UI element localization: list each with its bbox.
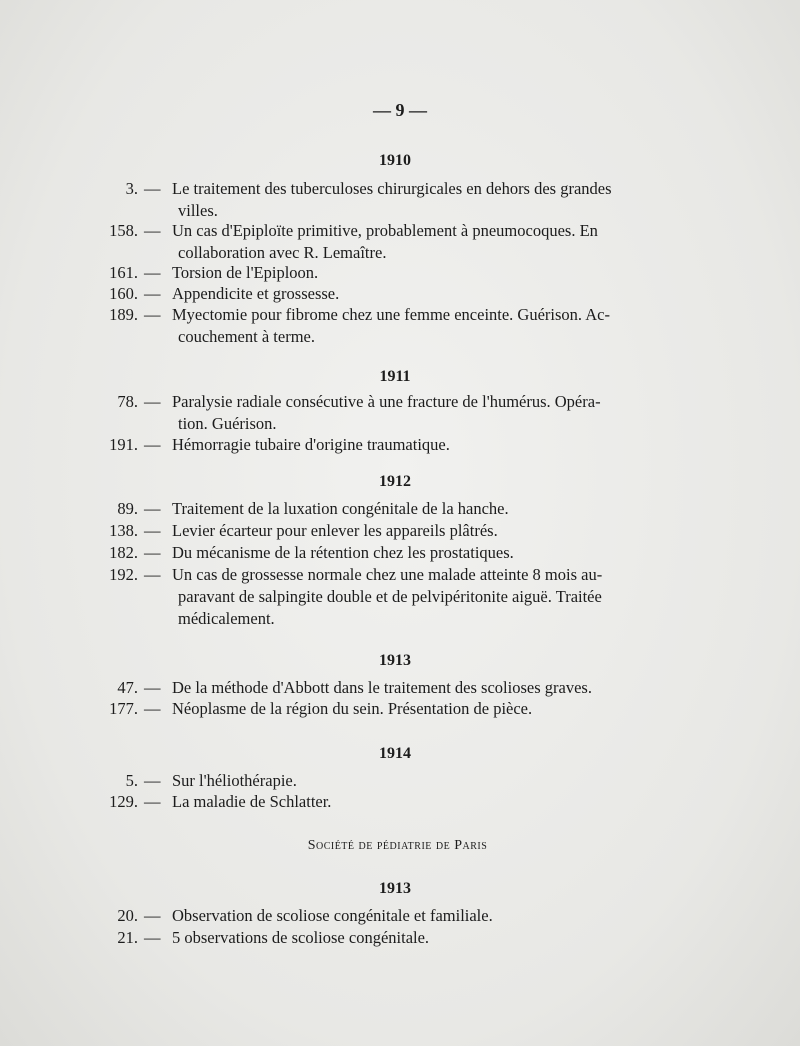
entry-item: [98, 791, 698, 813]
entry-line: tion. Guérison.: [178, 414, 277, 433]
entry-line: couchement à terme.: [178, 327, 315, 346]
entry-line: médicalement.: [178, 609, 275, 628]
entry-text: [172, 791, 698, 813]
entry-text: [172, 698, 698, 720]
entry-text: [172, 220, 698, 264]
entry-line: Un cas de grossesse normale chez une malade atteinte 8 mois au-: [172, 565, 603, 584]
entry-item: [98, 498, 698, 520]
year-heading-1910: 1910: [379, 152, 411, 169]
entry-item: [98, 220, 698, 264]
entry-number: 160.: [109, 284, 138, 303]
entry-text: [172, 304, 698, 348]
entry-line: Un cas d'Epiploïte primitive, probablement à pneumocoques. En: [172, 221, 598, 240]
entry-number: 158.: [109, 221, 138, 240]
entry-text: [172, 283, 698, 305]
entry-number: 192.: [109, 565, 138, 584]
entry-text: [172, 677, 698, 699]
entry-item: [98, 391, 698, 435]
entry-line: Levier écarteur pour enlever les appareils plâtrés.: [172, 521, 498, 540]
entry-line: villes.: [178, 201, 218, 220]
entry-text: [172, 262, 698, 284]
entry-text: [172, 434, 698, 456]
entry-dash: —: [144, 435, 161, 454]
year-heading-society-1913: 1913: [379, 880, 411, 897]
entry-item: [98, 283, 698, 305]
entry-line: De la méthode d'Abbott dans le traitement des scolioses graves.: [172, 678, 592, 697]
entry-number: 129.: [109, 792, 138, 811]
entry-number: 3.: [125, 179, 138, 198]
entry-dash: —: [144, 771, 161, 790]
entry-number: 78.: [117, 392, 138, 411]
entry-line: Hémorragie tubaire d'origine traumatique.: [172, 435, 450, 454]
entry-line: La maladie de Schlatter.: [172, 792, 332, 811]
entry-item: [98, 304, 698, 348]
entry-line: Observation de scoliose congénitale et familiale.: [172, 906, 493, 925]
entry-dash: —: [144, 792, 161, 811]
entry-item: [98, 564, 698, 630]
year-heading-1911: 1911: [379, 368, 411, 385]
entry-item: [98, 520, 698, 542]
entry-line: Myectomie pour fibrome chez une femme enceinte. Guérison. Ac-: [172, 305, 610, 324]
entry-line: paravant de salpingite double et de pelvipéritonite aiguë. Traitée: [178, 587, 602, 606]
entry-dash: —: [144, 906, 161, 925]
entry-number: 161.: [109, 263, 138, 282]
entry-dash: —: [144, 179, 161, 198]
entry-item: [98, 262, 698, 284]
entry-line: Torsion de l'Epiploon.: [172, 263, 319, 282]
entry-number: 21.: [117, 928, 138, 947]
entry-text: [172, 542, 698, 564]
entry-line: Le traitement des tuberculoses chirurgicales en dehors des grandes: [172, 179, 612, 198]
entry-dash: —: [144, 928, 161, 947]
entry-dash: —: [144, 284, 161, 303]
entry-text: [172, 927, 698, 949]
entry-number: 138.: [109, 521, 138, 540]
entry-item: [98, 770, 698, 792]
entry-line: Appendicite et grossesse.: [172, 284, 340, 303]
entry-item: [98, 698, 698, 720]
entry-line: Paralysie radiale consécutive à une fracture de l'humérus. Opéra-: [172, 392, 601, 411]
entry-item: [98, 677, 698, 699]
entry-number: 191.: [109, 435, 138, 454]
entry-dash: —: [144, 543, 161, 562]
entry-dash: —: [144, 565, 161, 584]
entry-number: 47.: [117, 678, 138, 697]
entry-number: 189.: [109, 305, 138, 324]
entry-line: collaboration avec R. Lemaître.: [178, 243, 387, 262]
entry-number: 5.: [125, 771, 138, 790]
entry-item: [98, 434, 698, 456]
entry-dash: —: [144, 221, 161, 240]
entry-number: 177.: [109, 699, 138, 718]
entry-text: [172, 905, 698, 927]
page-number: — 9 —: [373, 100, 427, 120]
entry-dash: —: [144, 699, 161, 718]
entry-dash: —: [144, 678, 161, 697]
society-heading: Société de pédiatrie de Paris: [307, 838, 488, 853]
entry-text: [172, 564, 698, 630]
year-heading-1914: 1914: [379, 745, 411, 762]
year-heading-1912: 1912: [379, 473, 411, 490]
entry-dash: —: [144, 521, 161, 540]
entry-item: [98, 905, 698, 927]
entry-number: 182.: [109, 543, 138, 562]
entry-item: [98, 927, 698, 949]
year-heading-1913: 1913: [379, 652, 411, 669]
entry-line: Traitement de la luxation congénitale de la hanche.: [172, 499, 509, 518]
entry-dash: —: [144, 392, 161, 411]
entry-line: 5 observations de scoliose congénitale.: [172, 928, 430, 947]
entry-line: Néoplasme de la région du sein. Présentation de pièce.: [172, 699, 533, 718]
entry-text: [172, 770, 698, 792]
entry-dash: —: [144, 263, 161, 282]
entry-text: [172, 178, 698, 222]
entry-text: [172, 520, 698, 542]
entry-item: [98, 542, 698, 564]
entry-number: 20.: [117, 906, 138, 925]
entry-text: [172, 498, 698, 520]
entry-line: Du mécanisme de la rétention chez les prostatiques.: [172, 543, 514, 562]
entry-text: [172, 391, 698, 435]
entry-dash: —: [144, 305, 161, 324]
entry-item: [98, 178, 698, 222]
entry-dash: —: [144, 499, 161, 518]
entry-line: Sur l'héliothérapie.: [172, 771, 297, 790]
entry-number: 89.: [117, 499, 138, 518]
